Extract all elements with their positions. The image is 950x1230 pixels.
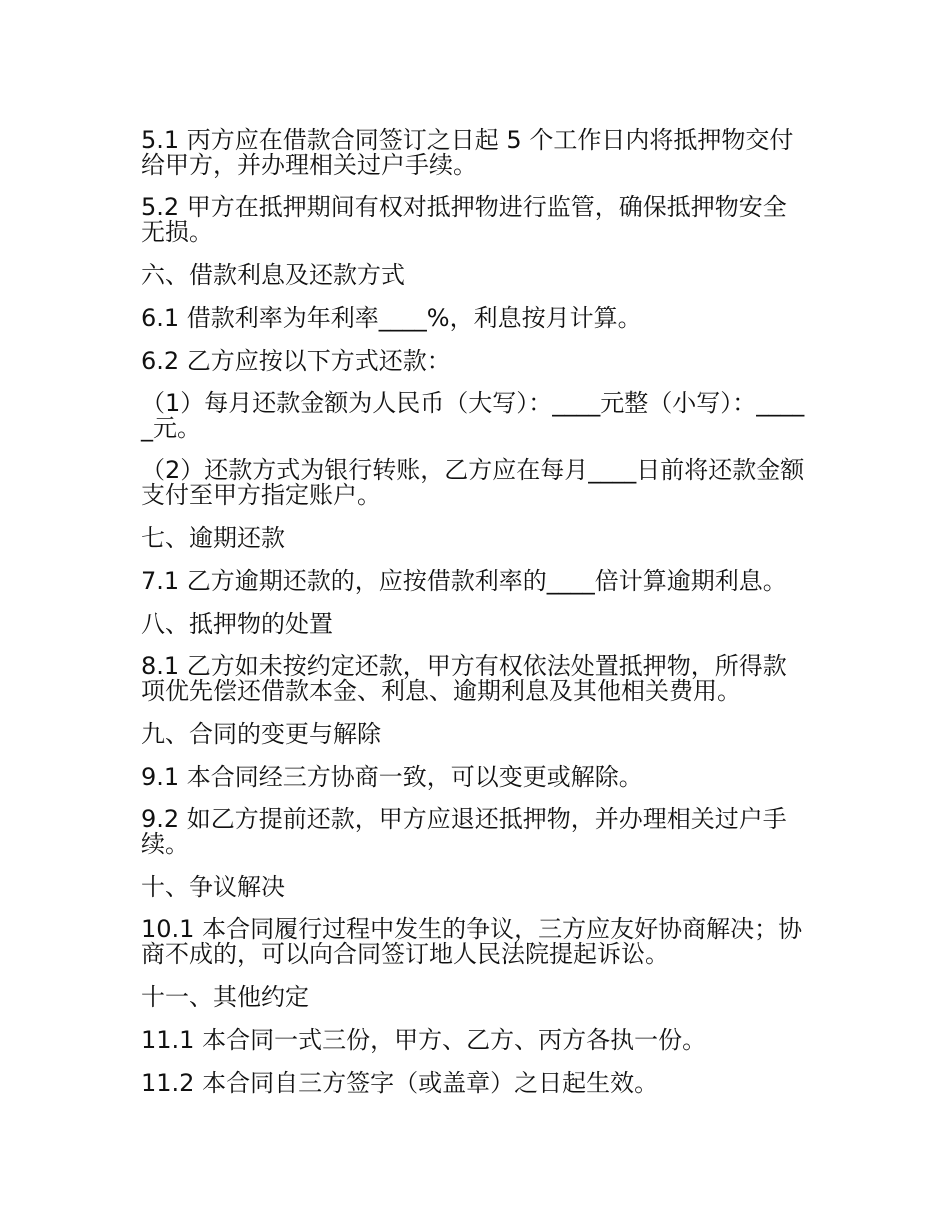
clause-5-2: 5.2 甲方在抵押期间有权对抵押物进行监管，确保抵押物安全无损。 [141, 193, 787, 246]
section-heading-11: 十一、其他约定 [141, 983, 309, 1011]
clause-11-2: 11.2 本合同自三方签字（或盖章）之日起生效。 [141, 1069, 659, 1097]
clause-6-2-item-1: （1）每月还款金额为人民币（大写）：____元整（小写）：_____元。 [141, 389, 805, 442]
section-heading-10: 十、争议解决 [141, 873, 285, 901]
clause-6-2-item-2: （2）还款方式为银行转账，乙方应在每月____日前将还款金额支付至甲方指定账户。 [141, 456, 805, 509]
section-heading-9: 九、合同的变更与解除 [141, 720, 381, 748]
clause-11-1: 11.1 本合同一式三份，甲方、乙方、丙方各执一份。 [141, 1026, 707, 1054]
clause-8-1: 8.1 乙方如未按约定还款，甲方有权依法处置抵押物，所得款项优先偿还借款本金、利息、逾期利息及其他相关费用。 [141, 652, 787, 705]
document-body [141, 128, 805, 1113]
section-heading-7: 七、逾期还款 [141, 524, 285, 552]
clause-10-1: 10.1 本合同履行过程中发生的争议，三方应友好协商解决；协商不成的，可以向合同签订地人民法院提起诉讼。 [141, 915, 803, 968]
clause-6-1: 6.1 借款利率为年利率____%，利息按月计算。 [141, 304, 642, 332]
clause-9-1: 9.1 本合同经三方协商一致，可以变更或解除。 [141, 763, 643, 791]
clause-6-2: 6.2 乙方应按以下方式还款： [141, 347, 451, 375]
section-heading-8: 八、抵押物的处置 [141, 610, 333, 638]
clause-9-2: 9.2 如乙方提前还款，甲方应退还抵押物，并办理相关过户手续。 [141, 805, 787, 858]
clause-5-1: 5.1 丙方应在借款合同签订之日起 5 个工作日内将抵押物交付给甲方，并办理相关过户手续。 [141, 126, 794, 179]
section-heading-6: 六、借款利息及还款方式 [141, 261, 405, 289]
clause-7-1: 7.1 乙方逾期还款的，应按借款利率的____倍计算逾期利息。 [141, 567, 787, 595]
